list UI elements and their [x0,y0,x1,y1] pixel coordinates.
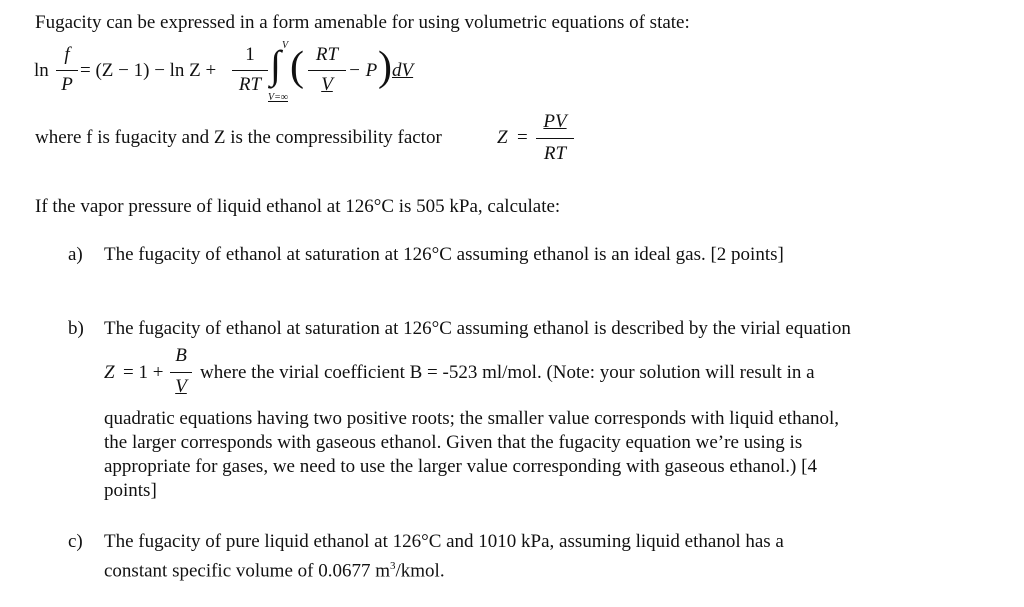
item-c-superscript: 3 [390,560,396,572]
eq1-middle: = (Z − 1) − ln Z + [80,60,217,81]
item-b-line6: points] [104,480,157,501]
eq1-one: 1 [245,44,255,65]
virial-V: V [175,376,187,397]
eq2-denominator: RT [543,143,567,164]
item-a-text: The fugacity of ethanol at saturation at 126°C assuming ethanol is an ideal gas. [2 points] [104,244,784,265]
intro-text: Fugacity can be expressed in a form amenable for using volumetric equations of state: [35,12,690,33]
item-b-line1: The fugacity of ethanol at saturation at 126°C assuming ethanol is described by the virial equation [104,318,851,339]
where-text: where f is fugacity and Z is the compressibility factor [35,127,442,148]
eq1-dV: dV [392,60,414,81]
item-c-line2-post: /kmol. [395,560,445,582]
eq1-V: V [321,74,333,95]
integral-lower-limit: V=∞ [268,92,288,103]
eq2-numerator: PV [543,111,567,132]
item-b-line2: where the virial coefficient B = -523 ml/mol. (Note: your solution will result in a [200,362,815,383]
item-a-label: a) [68,244,83,265]
item-b-label: b) [68,318,84,339]
virial-frac-bar [170,372,192,373]
eq2-equals: = [517,127,528,148]
eq1-RT2: RT [315,44,339,65]
vapor-pressure-text: If the vapor pressure of liquid ethanol at 126°C is 505 kPa, calculate: [35,196,561,217]
item-c-label: c) [68,531,83,552]
eq1-P: P [61,74,73,95]
eq1-RT: RT [238,74,262,95]
eq1-frac-bar3 [308,70,346,71]
item-b-line5: appropriate for gases, we need to use the larger value corresponding with gaseous ethanol.) [4 [104,456,817,477]
eq2-Z: Z [497,127,508,148]
integral-upper-limit: V [282,40,289,51]
eq1-ln: ln [34,60,49,81]
item-c-line2 [104,555,445,582]
item-b-line3: quadratic equations having two positive roots; the smaller value corresponds with liquid ethanol, [104,408,840,429]
item-b-line4: the larger corresponds with gaseous ethanol. Given that the fugacity equation we’re using is [104,432,803,453]
virial-Z: Z [104,362,115,383]
left-paren: ( [290,44,304,90]
item-c-line2-pre: constant specific volume of 0.0677 m [104,560,390,582]
eq2-frac-bar [536,138,574,139]
item-c-line1: The fugacity of pure liquid ethanol at 126°C and 1010 kPa, assuming liquid ethanol has a [104,531,784,552]
eq1-f: f [64,44,70,65]
eq1-minusP: − P [348,60,378,81]
right-paren: ) [378,44,392,90]
eq1-frac-bar2 [232,70,268,71]
virial-B: B [175,345,187,366]
integral-icon: ∫ [270,42,281,87]
virial-eq: = 1 + [123,362,164,383]
eq1-frac-bar [56,70,78,71]
